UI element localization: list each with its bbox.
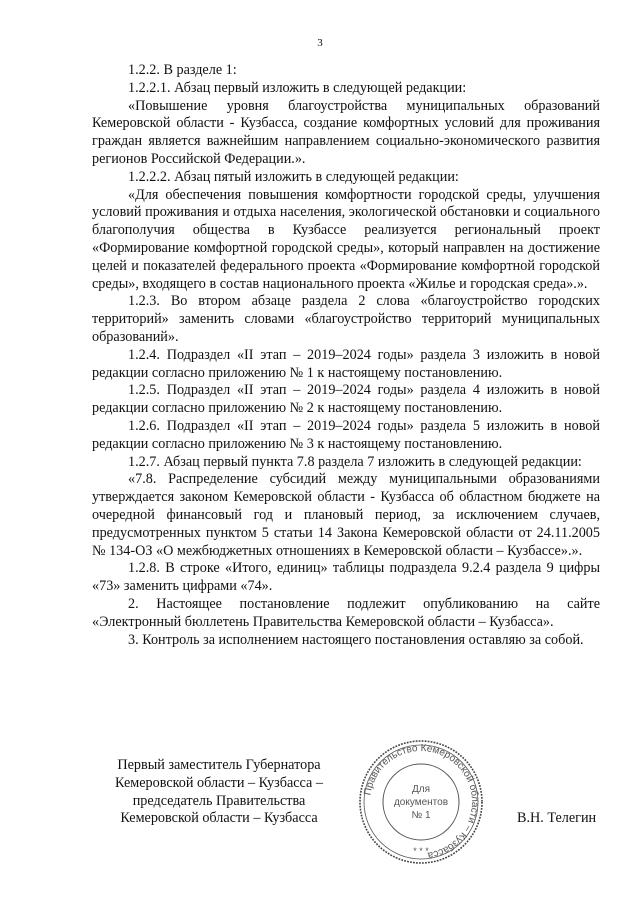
signatory-title-line: Кемеровской области – Кузбасса – [115,774,323,791]
page-number: 3 [317,37,323,49]
stamp-stars: * * * [413,846,429,856]
paragraph: 1.2.2.1. Абзац первый изложить в следующей редакции: [128,79,467,96]
signatory-title [92,757,346,828]
paragraph: 3. Контроль за исполнением настоящего постановления оставляю за собой. [128,631,584,648]
paragraph: «7.8. Распределение субсидий между муниципальными образованиями утверждается законом Кемеровской области - Кузбасса об областном бюджете на очередной финансовый год и плановый период, за исключением случаев, предусмотренных пунктом 5 статьи 14 Закона Кемеровской области от 24.11.2005 № 134-ОЗ «О межбюджетных отношениях в Кемеровской области – Кузбассе».». [92,471,600,559]
signatory-title-line: Кемеровской области – Кузбасса [120,810,318,827]
paragraph: 1.2.4. Подраздел «II этап – 2019–2024 годы» раздела 3 изложить в новой редакции согласно приложению № 1 к настоящему постановлению. [92,346,600,381]
signatory-name: В.Н. Телегин [517,810,597,826]
stamp-ring-text: Правительство Кемеровской области – Кузбасса [362,742,481,861]
paragraph: 1.2.7. Абзац первый пункта 7.8 раздела 7 изложить в следующей редакции: [128,453,582,470]
signatory-title-line: председатель Правительства [132,792,306,809]
paragraph: 1.2.2.2. Абзац пятый изложить в следующей редакции: [128,168,459,185]
paragraph: 1.2.5. Подраздел «II этап – 2019–2024 годы» раздела 4 изложить в новой редакции согласно приложению № 2 к настоящему постановлению. [92,382,600,417]
stamp-center-line: Для [411,784,431,795]
stamp-center-line: № 1 [411,810,431,821]
stamp-center-line: документов [393,797,449,808]
paragraph: 1.2.2. В разделе 1: [128,62,237,78]
official-stamp [357,738,485,866]
paragraph: 1.2.8. В строке «Итого, единиц» таблицы подраздела 9.2.4 раздела 9 цифры «73» заменить цифрами «74». [92,560,600,595]
signatory-title-line: Первый заместитель Губернатора [117,757,321,773]
paragraph: «Повышение уровня благоустройства муниципальных образований Кемеровской области - Кузбасса, создание комфортных условий для проживания граждан является важнейшим направлением социально-экономического развития регионов Российской Федерации.». [92,97,600,167]
paragraph: 2. Настоящее постановление подлежит опубликованию на сайте «Электронный бюллетень Правительства Кемеровской области – Кузбасса». [92,595,600,630]
document-body [92,62,600,649]
paragraph: 1.2.6. Подраздел «II этап – 2019–2024 годы» раздела 5 изложить в новой редакции согласно приложению № 3 к настоящему постановлению. [92,417,600,452]
paragraph: 1.2.3. Во втором абзаце раздела 2 слова «благоустройство городских территорий» заменить словами «благоустройство территорий муниципальных образований». [92,293,600,345]
paragraph: «Для обеспечения повышения комфортности городской среды, улучшения условий проживания и отдыха населения, экологической обстановки и социального благополучия общества в Кузбассе реализуется региональный проект «Формирование комфортной городской среды», который направлен на достижение целей и показателей федерального проекта «Формирование комфортной городской среды», входящего в состав национального проекта «Жилье и городская среда».». [92,186,600,292]
